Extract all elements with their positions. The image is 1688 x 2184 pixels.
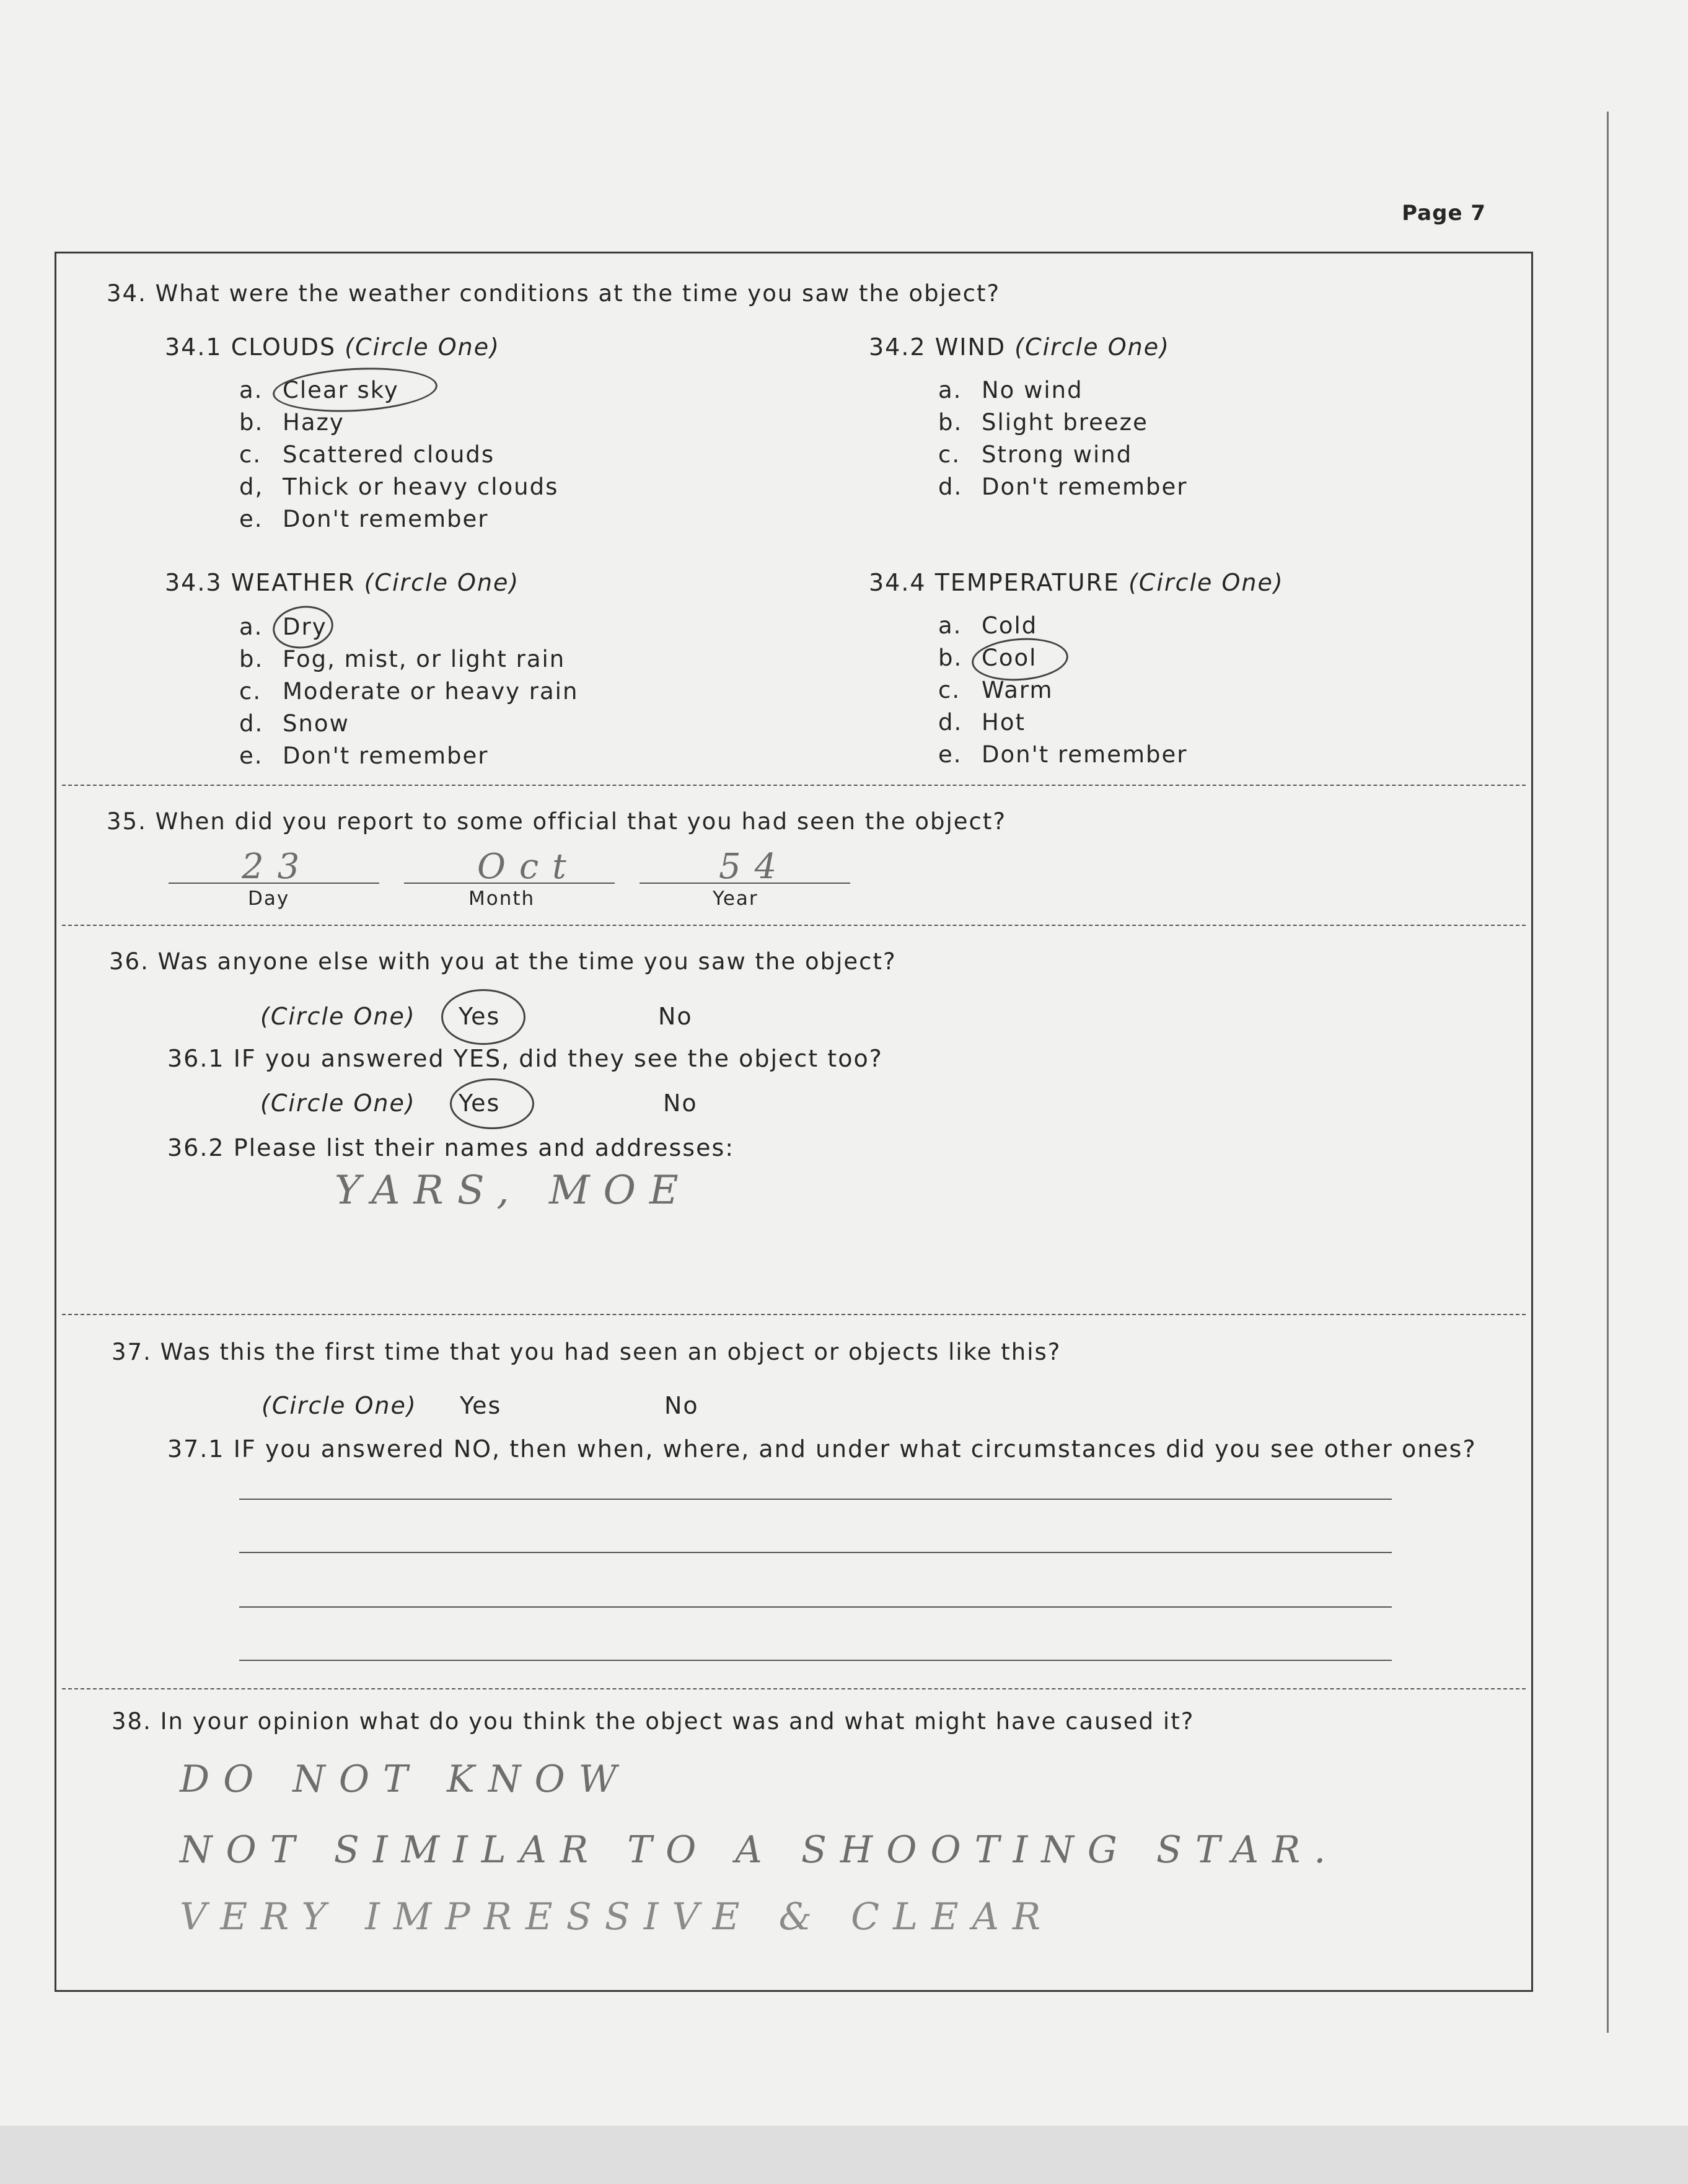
scan-bottom-margin <box>0 2126 1688 2184</box>
clouds-option-e[interactable]: e. Don't remember <box>239 506 489 532</box>
q34-clouds-heading <box>165 333 500 361</box>
q36-sub2-answer: YARS, MOE <box>335 1168 692 1213</box>
temperature-option-a[interactable]: a. Cold <box>938 612 1038 639</box>
q36-sub1-question: 36.1 IF you answered YES, did they see the object too? <box>167 1045 883 1072</box>
q34-wind-instruction: (Circle One) <box>1014 333 1170 361</box>
q34-weather-heading-text: 34.3 WEATHER <box>165 569 356 596</box>
q36-instruction: (Circle One) <box>260 1003 416 1030</box>
q37-sub1-question: 37.1 IF you answered NO, then when, where, and under what circumstances did you see other ones? <box>167 1435 1477 1463</box>
clouds-option-c[interactable]: c. Scattered clouds <box>239 441 495 468</box>
q34-wind-heading-text: 34.2 WIND <box>869 333 1006 361</box>
q38-answer-line-1: DO NOT KNOW <box>180 1758 631 1801</box>
q35-month-answer: Oct <box>477 847 580 887</box>
q36-sub1-instruction: (Circle One) <box>260 1090 416 1117</box>
weather-option-b[interactable]: b. Fog, mist, or light rain <box>239 646 566 672</box>
q35-year-line <box>640 883 850 884</box>
q35-year-label: Year <box>713 887 758 910</box>
section-divider <box>62 1314 1526 1315</box>
q38-answer-line-3: VERY IMPRESSIVE & CLEAR <box>180 1895 1055 1939</box>
q34-weather-heading <box>165 569 519 596</box>
q36-question: 36. Was anyone else with you at the time you saw the object? <box>109 948 897 975</box>
temperature-option-c[interactable]: c. Warm <box>938 677 1053 703</box>
q37-answer-line-1[interactable] <box>239 1499 1392 1500</box>
weather-option-e[interactable]: e. Don't remember <box>239 742 489 769</box>
q35-day-line <box>169 883 379 884</box>
q34-clouds-instruction: (Circle One) <box>345 333 500 361</box>
section-divider <box>62 925 1526 926</box>
clouds-option-d[interactable]: d, Thick or heavy clouds <box>239 473 559 500</box>
q34-wind-options <box>938 374 1188 503</box>
q35-month-line <box>404 883 615 884</box>
weather-option-c[interactable]: c. Moderate or heavy rain <box>239 678 579 705</box>
q35-question: 35. When did you report to some official that you had seen the object? <box>107 808 1007 835</box>
q34-temperature-heading-text: 34.4 TEMPERATURE <box>869 569 1120 596</box>
section-divider <box>62 785 1526 786</box>
q34-weather-instruction: (Circle One) <box>364 569 520 596</box>
wind-option-d[interactable]: d. Don't remember <box>938 473 1188 500</box>
temperature-option-b[interactable]: b. Cool <box>938 645 1037 671</box>
clouds-option-a[interactable]: a. Clear sky <box>239 377 399 403</box>
q34-wind-heading <box>869 333 1170 361</box>
q34-temperature-options <box>938 610 1188 771</box>
q37-instruction: (Circle One) <box>262 1392 417 1419</box>
q36-no-option[interactable]: No <box>658 1003 693 1030</box>
wind-option-c[interactable]: c. Strong wind <box>938 441 1133 468</box>
q36-answer-circle <box>441 989 525 1045</box>
wind-option-a[interactable]: a. No wind <box>938 377 1083 403</box>
q37-yes-option[interactable]: Yes <box>460 1392 502 1419</box>
q37-question: 37. Was this the first time that you had seen an object or objects like this? <box>112 1339 1062 1365</box>
q34-question: 34. What were the weather conditions at the time you saw the object? <box>107 280 1001 307</box>
temperature-option-d[interactable]: d. Hot <box>938 709 1026 736</box>
wind-option-b[interactable]: b. Slight breeze <box>938 409 1148 436</box>
weather-option-a[interactable]: a. Dry <box>239 614 327 640</box>
q34-temperature-instruction: (Circle One) <box>1128 569 1284 596</box>
q36-yes-option[interactable]: Yes <box>459 1003 501 1030</box>
q38-answer-line-2: NOT SIMILAR TO A SHOOTING STAR. <box>180 1828 1340 1872</box>
temperature-option-e[interactable]: e. Don't remember <box>938 741 1188 768</box>
clouds-option-b[interactable]: b. Hazy <box>239 409 345 436</box>
q37-answer-line-2[interactable] <box>239 1552 1392 1553</box>
q37-answer-line-4[interactable] <box>239 1660 1392 1661</box>
q37-answer-line-3[interactable] <box>239 1606 1392 1608</box>
page-edge-shadow <box>1607 112 1609 2033</box>
q34-temperature-heading <box>869 569 1284 596</box>
q34-clouds-heading-text: 34.1 CLOUDS <box>165 333 336 361</box>
page-number: Page 7 <box>1402 201 1486 226</box>
q36-sub2-question: 36.2 Please list their names and addresses: <box>167 1134 735 1161</box>
q36-sub1-answer-circle <box>450 1078 534 1129</box>
weather-option-d[interactable]: d. Snow <box>239 710 349 737</box>
q36-sub1-no-option[interactable]: No <box>663 1090 698 1117</box>
q36-sub1-yes-option[interactable]: Yes <box>459 1090 501 1117</box>
q35-month-label: Month <box>468 887 535 910</box>
q35-day-label: Day <box>248 887 290 910</box>
section-divider <box>62 1688 1526 1689</box>
q38-question: 38. In your opinion what do you think the object was and what might have caused it? <box>112 1708 1195 1735</box>
q35-year-answer: 54 <box>719 847 791 887</box>
q35-day-answer: 23 <box>242 847 314 887</box>
q37-no-option[interactable]: No <box>664 1392 699 1419</box>
